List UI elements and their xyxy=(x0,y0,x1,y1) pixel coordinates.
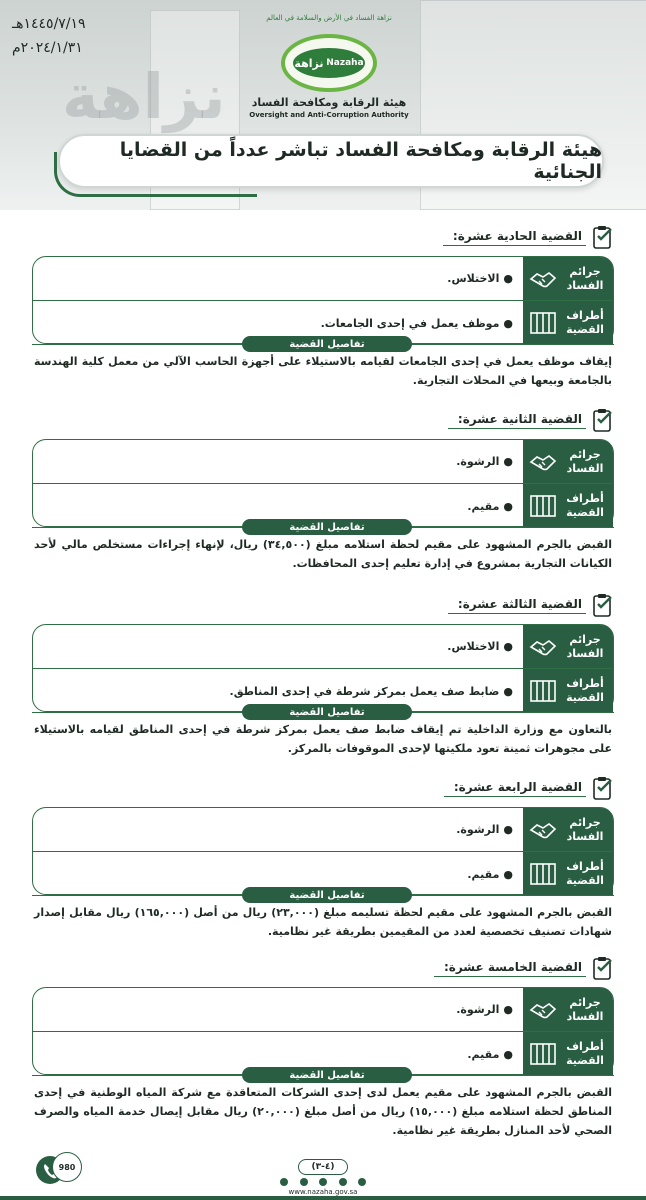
case-title: القضية الثالثة عشرة: xyxy=(448,597,586,614)
bullet-icon: ● xyxy=(503,499,513,513)
crime-value-cell xyxy=(33,257,523,300)
prison-bars-icon xyxy=(529,494,557,518)
crime-row xyxy=(33,808,613,852)
x-icon[interactable] xyxy=(358,1178,366,1186)
bullet-icon: ● xyxy=(503,1003,513,1016)
case-card xyxy=(32,987,614,1075)
case-card xyxy=(32,256,614,344)
bullet-icon: ● xyxy=(503,823,513,836)
logo-arc-text: نزاهة الفساد في الأرض والسلامة في العالم xyxy=(266,14,392,22)
handshake-icon xyxy=(529,998,557,1022)
bullet-icon: ● xyxy=(503,684,513,698)
case-details: بالتعاون مع وزارة الداخلية تم إيقاف ضابط صف يعمل بمركز شرطة في إحدى المناطق لقيامه بالاستيلاء على مجوهرات ثمينة تعود ملكيتها لإحدى الموقوفات بالمركز. xyxy=(34,723,612,755)
crime-row xyxy=(33,988,613,1032)
case-heading xyxy=(448,405,614,435)
page-title: هيئة الرقابة ومكافحة الفساد تباشر عدداً من القضايا الجنائية xyxy=(119,139,602,183)
prison-bars-icon xyxy=(529,862,557,886)
case-card xyxy=(32,624,614,712)
case-details: القبض بالجرم المشهود على مقيم لحظة استلامه مبلغ (٣٤,٥٠٠) ريال، لإنهاء إجراءات مستخلص مالي لأحد الكيانات التجارية بمشروع في إدارة تعليم إحدى المحافظات. xyxy=(34,538,612,570)
case-details: القبض بالجرم المشهود على مقيم لحظة تسليمه مبلغ (٢٣,٠٠٠) ريال من أصل (١٦٥,٠٠٠) ريال مقابل إصدار شهادات تصنيف تخصصية لعدد من المقيمين بطريقة غير نظامية. xyxy=(34,906,612,938)
case-details: إيقاف موظف يعمل في إحدى الجامعات لقيامه بالاستيلاء على أجهزة الحاسب الآلي من معمل كلية الهندسة بالجامعة وبيعها في المحلات التجارية. xyxy=(34,355,612,387)
party-value: مقيم. xyxy=(467,499,500,513)
linkedin-icon[interactable] xyxy=(300,1178,308,1186)
prison-bars-icon xyxy=(529,311,557,335)
party-label: أطراف القضية xyxy=(566,492,604,519)
phone-number[interactable]: 980 xyxy=(52,1152,82,1182)
party-value: مقيم. xyxy=(467,1047,500,1061)
crime-label: جرائم الفساد xyxy=(566,264,604,292)
page-number: (٤-٣) xyxy=(298,1159,348,1175)
crime-label-cell xyxy=(523,988,613,1031)
crime-value: الرشوة. xyxy=(456,1003,500,1016)
case-heading xyxy=(444,773,614,803)
crime-row xyxy=(33,440,613,484)
website-link[interactable]: www.nazaha.gov.sa xyxy=(288,1188,358,1196)
clipboard-check-icon xyxy=(592,407,614,433)
crime-label: جرائم الفساد xyxy=(566,447,604,475)
party-label-cell xyxy=(523,301,613,345)
crime-label: جرائم الفساد xyxy=(566,815,604,843)
case-title: القضية الحادية عشرة: xyxy=(443,229,586,246)
bullet-icon: ● xyxy=(503,316,513,330)
details-badge: تفاصيل القضية xyxy=(242,519,412,535)
logo-oval xyxy=(281,34,377,92)
crime-value: الاختلاس. xyxy=(447,640,500,653)
case-title: القضية الخامسة عشرة: xyxy=(434,960,586,977)
case-heading xyxy=(434,953,614,983)
bullet-icon: ● xyxy=(503,640,513,653)
case-card xyxy=(32,807,614,895)
party-label-cell xyxy=(523,1032,613,1076)
bullet-icon: ● xyxy=(503,272,513,285)
party-label-cell xyxy=(523,852,613,896)
phone-badge xyxy=(36,1152,82,1186)
logo-text-ar: نزاهة xyxy=(294,56,324,70)
party-label: أطراف القضية xyxy=(566,860,604,887)
crime-label: جرائم الفساد xyxy=(566,632,604,660)
case-title: القضية الرابعة عشرة: xyxy=(444,780,586,797)
case-block xyxy=(32,773,614,943)
crime-row xyxy=(33,625,613,669)
details-badge: تفاصيل القضية xyxy=(242,1067,412,1083)
bullet-icon: ● xyxy=(503,867,513,881)
crime-value-cell xyxy=(33,808,523,851)
crime-label-cell xyxy=(523,625,613,668)
party-label: أطراف القضية xyxy=(566,1040,604,1067)
authority-name-ar: هيئة الرقابة ومكافحة الفساد xyxy=(251,96,407,109)
details-badge: تفاصيل القضية xyxy=(242,887,412,903)
crime-value: الرشوة. xyxy=(456,455,500,468)
bottom-bar xyxy=(0,1196,646,1200)
clipboard-check-icon xyxy=(592,775,614,801)
prison-bars-icon xyxy=(529,679,557,703)
authority-name-en: Oversight and Anti-Corruption Authority xyxy=(249,111,409,119)
bullet-icon: ● xyxy=(503,455,513,468)
watermark-logo: نزاهة xyxy=(62,60,226,133)
bullet-icon: ● xyxy=(503,1047,513,1061)
clipboard-check-icon xyxy=(592,955,614,981)
crime-label: جرائم الفساد xyxy=(566,995,604,1023)
case-heading xyxy=(443,222,614,252)
logo-text-en: Nazaha xyxy=(326,58,364,68)
party-label-cell xyxy=(523,669,613,713)
case-heading xyxy=(448,590,614,620)
party-label: أطراف القضية xyxy=(566,309,604,336)
title-banner xyxy=(58,134,604,188)
date-hijri: ١٤٤٥/٧/١٩هـ xyxy=(12,16,86,32)
case-block xyxy=(32,222,614,392)
crime-row xyxy=(33,257,613,301)
case-block xyxy=(32,953,614,1137)
date-block xyxy=(12,12,86,60)
handshake-icon xyxy=(529,818,557,842)
youtube-icon[interactable] xyxy=(319,1178,327,1186)
details-badge: تفاصيل القضية xyxy=(242,704,412,720)
case-title: القضية الثانية عشرة: xyxy=(448,412,586,429)
instagram-icon[interactable] xyxy=(339,1178,347,1186)
handshake-icon xyxy=(529,450,557,474)
crime-value-cell xyxy=(33,988,523,1031)
party-value: مقيم. xyxy=(467,867,500,881)
crime-value: الاختلاس. xyxy=(447,272,500,285)
crime-value: الرشوة. xyxy=(456,823,500,836)
crime-label-cell xyxy=(523,808,613,851)
crime-label-cell xyxy=(523,257,613,300)
crime-value-cell xyxy=(33,625,523,668)
handshake-icon xyxy=(529,267,557,291)
prison-bars-icon xyxy=(529,1042,557,1066)
party-label-cell xyxy=(523,484,613,528)
social-icons xyxy=(280,1178,366,1188)
clipboard-check-icon xyxy=(592,592,614,618)
party-value: موظف يعمل في إحدى الجامعات. xyxy=(320,316,500,330)
date-gregorian: ٢٠٢٤/١/٣١م xyxy=(12,40,83,56)
case-details: القبض بالجرم المشهود على مقيم يعمل لدى إحدى الشركات المتعاقدة مع شركة المياه الوطنية في إحدى المناطق لحظة استلامه مبلغ (١٥,٠٠٠) ريال من أصل مبلغ (٢٠,٠٠٠) ريال مقابل إيصال خدمة المياه والصرف الصحي لأحد المنازل بطريقة غير نظامية. xyxy=(34,1086,613,1137)
snapchat-icon[interactable] xyxy=(280,1178,288,1186)
handshake-icon xyxy=(529,635,557,659)
case-block xyxy=(32,405,614,575)
party-value: ضابط صف يعمل بمركز شرطة في إحدى المناطق. xyxy=(229,684,500,698)
clipboard-check-icon xyxy=(592,224,614,250)
case-block xyxy=(32,590,614,760)
party-label: أطراف القضية xyxy=(566,677,604,704)
case-card xyxy=(32,439,614,527)
details-badge: تفاصيل القضية xyxy=(242,336,412,352)
crime-label-cell xyxy=(523,440,613,483)
crime-value-cell xyxy=(33,440,523,483)
